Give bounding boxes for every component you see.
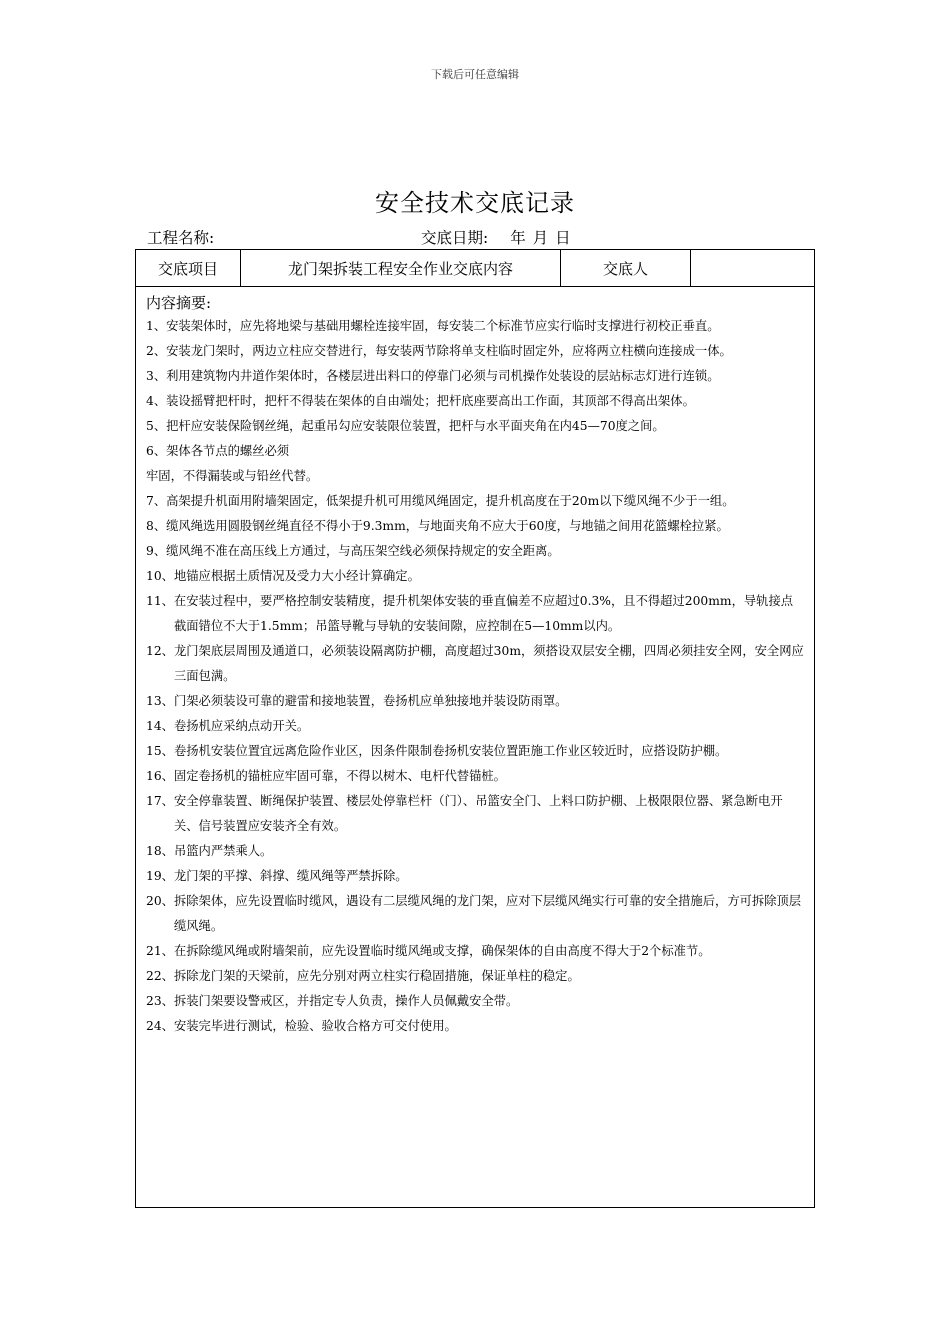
list-item: 1、 安装架体时，应先将地梁与基础用螺栓连接牢固，每安装二个标准节应实行临时支撑进行初校正垂直。 [146,319,720,333]
person-value-cell [691,250,814,286]
person-label-cell: 交底人 [561,250,691,286]
list-item-continuation: 牢固，不得漏装或与铅丝代替。 [146,469,319,483]
list-item: 13、 门架必须装设可靠的避雷和接地装置，卷扬机应单独接地并装设防雨罩。 [146,694,568,708]
list-item: 11、 在安装过程中，要严格控制安装精度，提升机架体安装的垂直偏差不应超过0.3%，且不得超过200mm，导轨接点截面错位不大于1.5mm；吊篮导靴与导轨的安装间隙，应控制在5—10mm以内。 [146,594,794,633]
list-item: 15、 卷扬机安装位置宜远离危险作业区，因条件限制卷扬机安装位置距施工作业区较近时，应搭设防护棚。 [146,744,728,758]
item-label-cell: 交底项目 [136,250,241,286]
list-item: 16、 固定卷扬机的锚桩应牢固可靠，不得以树木、电杆代替锚桩。 [146,769,506,783]
document-title: 安全技术交底记录 [375,189,575,217]
list-item: 4、 装设摇臂把杆时，把杆不得装在架体的自由端处；把杆底座要高出工作面，其顶部不得高出架体。 [146,394,695,408]
list-item: 9、 缆风绳不准在高压线上方通过，与高压架空线必须保持规定的安全距离。 [146,544,560,558]
list-item: 10、 地锚应根据土质情况及受力大小经计算确定。 [146,569,420,583]
list-item: 22、 拆除龙门架的天梁前，应先分别对两立柱实行稳固措施，保证单柱的稳定。 [146,969,580,983]
date-label: 交底日期: [421,229,489,247]
date-value: 年 月 日 [510,229,572,247]
list-item: 7、 高架提升机面用附墙架固定，低架提升机可用缆风绳固定，提升机高度在于20m以下缆风绳不少于一组。 [146,494,735,508]
list-item: 23、 拆装门架要设警戒区，并指定专人负责，操作人员佩戴安全带。 [146,994,519,1008]
list-item: 6、 架体各节点的螺丝必须 [146,444,290,458]
disclosure-table [135,249,815,1208]
summary-label: 内容摘要: [146,294,212,312]
disclosure-date [421,226,572,248]
content-summary [136,287,814,1039]
list-item: 2、 安装龙门架时，两边立柱应交替进行，每安装两节除将单支柱临时固定外，应将两立柱横向连接成一体。 [146,344,732,358]
list-item: 12、 龙门架底层周围及通道口，必须装设隔离防护棚，高度超过30m，须搭设双层安全棚，四周必须挂安全网，安全网应三面包满。 [146,644,804,683]
list-item: 14、 卷扬机应采纳点动开关。 [146,719,310,733]
list-item: 17、 安全停靠装置、断绳保护装置、楼层处停靠栏杆（门）、吊篮安全门、上料口防护棚、上极限限位器、紧急断电开关、信号装置应安装齐全有效。 [146,794,783,833]
list-item: 3、 利用建筑物内井道作架体时，各楼层进出料口的停靠门必须与司机操作处装设的层站标志灯进行连锁。 [146,369,720,383]
list-item: 21、 在拆除缆风绳或附墙架前，应先设置临时缆风绳或支撑，确保架体的自由高度不得大于2个标准节。 [146,944,711,958]
item-value-cell: 龙门架拆装工程安全作业交底内容 [241,250,561,286]
list-item: 18、 吊篮内严禁乘人。 [146,844,273,858]
list-item: 19、 龙门架的平撑、斜撑、缆风绳等严禁拆除。 [146,869,408,883]
list-item: 24、 安装完毕进行测试，检验、验收合格方可交付使用。 [146,1019,457,1033]
list-item: 5、 把杆应安装保险钢丝绳，起重吊勾应安装限位装置，把杆与水平面夹角在内45—70度之间。 [146,419,665,433]
project-name-label: 工程名称: [147,229,215,247]
list-item: 8、 缆风绳选用圆股钢丝绳直径不得小于9.3mm，与地面夹角不应大于60度，与地锚之间用花篮螺栓拉紧。 [146,519,729,533]
list-item: 20、 拆除架体，应先设置临时缆风，遇设有二层缆风绳的龙门架，应对下层缆风绳实行可靠的安全措施后，方可拆除顶层缆风绳。 [146,894,802,933]
table-header-row [136,250,814,287]
download-note: 下载后可任意编辑 [431,68,519,81]
